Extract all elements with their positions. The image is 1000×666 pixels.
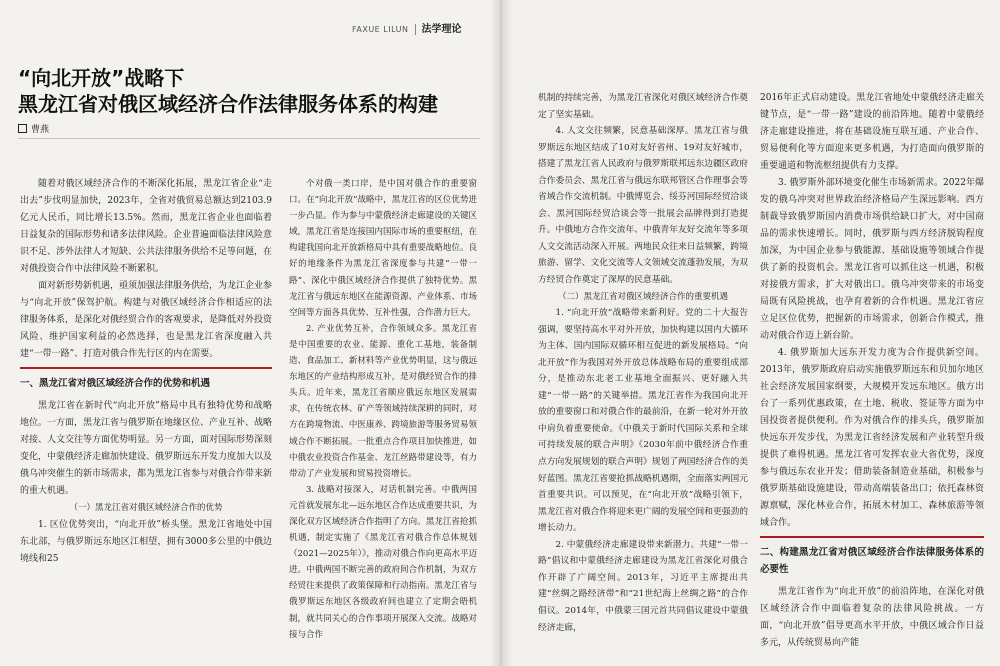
- body-paragraph: 机制的持续完善，为黑龙江省深化对俄区域经济合作奠定了坚实基础。: [538, 93, 748, 120]
- subsection-heading: （一）黑龙江省对俄区域经济合作的优势: [69, 503, 223, 513]
- body-paragraph: 个对俄一类口岸，是中国对俄合作的重要窗口。在“向北开放”战略中，黑龙江省的区位优势进一步凸显。作为参与中蒙俄经济走廊建设的关键区域，黑龙江省是连接国内国际市场的重要枢纽，在构建我国向北开放新格局中具有重要战略地位。良好的地缘条件为黑龙江省深度参与共建“一带一路”、深化中俄区域经济合作提供了独特优势。黑龙江省与俄远东地区在能源资源、产业体系、市场空间等方面各具优势、互补性强，合作潜力巨大。: [289, 179, 477, 318]
- section-heading: [760, 536, 984, 578]
- text-column-4: [760, 90, 984, 662]
- body-paragraph: 4. 俄罗斯加大远东开发力度为合作提供新空间。2013年，俄罗斯政府启动实施俄罗斯远东和贝加尔地区社会经济发展国家纲要，大规模开发远东地区。俄方出台了一系列优惠政策，在土地、税收、签证等方面为中国投资者提供便利。作为对俄合作的排头兵，俄罗斯加快远东开发步伐，为黑龙江省经济发展和产业转型升级提供了难得机遇。黑龙江省可发挥农业大省优势，深度参与俄远东农业开发；借助装备制造业基础，积极参与俄罗斯基础设施建设，带动高端装备出口；依托森林资源禀赋，深化林业合作，拓展木材加工、森林旅游等领域合作。: [760, 348, 984, 528]
- body-paragraph: 2. 产业优势互补，合作领域众多。黑龙江省是中国重要的农业、能源、重化工基地，装备制造、食品加工、新材料等产业优势明显，这与俄远东地区的产业结构形成互补，是对俄经贸合作的排头兵。近年来，黑龙江省顺应俄远东地区发展需求，在传统农林、矿产等领域持续深耕的同时，对方在跨境物流、中医康养、跨境旅游等服务贸易领域合作不断拓展。一批重点合作项目加快推进，如中俄农业投资合作基金、龙江丝路带建设等，有力带动了产业发展和贸易投资增长。: [289, 323, 477, 479]
- body-paragraph: 1. “向北开放”战略带来新利好。党的二十大报告强调，要坚持高水平对外开放，加快构建以国内大循环为主体、国内国际双循环相互促进的新发展格局。“向北开放”作为我国对外开放总体战略布局的重要组成部分，是推动东北老工业基地全面振兴、更好融入共建“一带一路”的关键举措。黑龙江省作为我国向北开放的重要窗口和对俄合作的最前沿，在新一轮对外开放中肩负着重要使命。《中俄关于新时代国际关系和全球可持续发展的联合声明》《2030年前中俄经济合作重点方向发展规划的联合声明》规划了两国经济合作的美好蓝图。黑龙江省要抢抓战略机遇期，全面落实两国元首重要共识。可以预见，在“向北开放”战略引领下，黑龙江省对俄合作将迎来更广阔的发展空间和更强劲的增长动力。: [538, 308, 748, 534]
- running-head-divider: [415, 24, 416, 35]
- body-paragraph: 2016年正式启动建设。黑龙江省地处中蒙俄经济走廊关键节点，是“一带一路”建设的前沿阵地。随着中蒙俄经济走廊建设推进，将在基础设施互联互通、产业合作、贸易便利化等方面迎来更多机遇，为打造面向俄罗斯的重要通道和物流枢纽提供有力支撑。: [760, 93, 984, 171]
- body-paragraph: 随着对俄区域经济合作的不断深化拓展，黑龙江省企业“走出去”步伐明显加快，2023年，全省对俄贸易总额达到2103.9亿元人民币，同比增长13.5%。然而，黑龙江省企业也面临着日益复杂的国际形势和诸多法律风险。企业普遍面临法律风险意识不足、涉外法律人才短缺、公共法律服务供给不足等问题，在对俄投资合作中法律风险不断累积。: [20, 179, 272, 274]
- title-divider: [18, 138, 480, 139]
- author-byline: [18, 122, 49, 135]
- author-name: 曹燕: [31, 125, 50, 135]
- text-column-1: [20, 176, 272, 662]
- section-heading: [20, 367, 272, 392]
- body-paragraph: 3. 战略对接深入，对话机制完善。中俄两国元首就发展东北—远东地区合作达成重要共识，为深化双方区域经济合作指明了方向。黑龙江省抢抓机遇，制定实施了《黑龙江省对俄合作总体规划（2021—2025年）》，推动对俄合作向更高水平迈进。中俄两国不断完善的政府间合作机制，为双方经贸往来提供了政策保障和行动指南。黑龙江省与俄罗斯远东地区各级政府间也建立了定期会晤机制，就共同关心的合作事项开展深入交流。战略对接与合作: [289, 484, 477, 640]
- section-heading-rule: [20, 367, 272, 369]
- section-heading-text: 一、黑龙江省对俄区域经济合作的优势和机遇: [20, 378, 211, 389]
- author-square-icon: [18, 124, 27, 133]
- body-paragraph: 黑龙江省作为“向北开放”的前沿阵地，在深化对俄区域经济合作中面临着复杂的法律风险挑战。一方面，“向北开放”倡导更高水平开放，中俄区域合作日益多元，从传统贸易向产能: [760, 587, 984, 648]
- text-column-3: [538, 90, 748, 662]
- body-paragraph: 1. 区位优势突出，“向北开放”桥头堡。黑龙江省地处中国东北部，与俄罗斯远东地区江相望，拥有3000多公里的中俄边境线和25: [20, 520, 272, 564]
- text-column-2: [289, 176, 477, 662]
- journal-name: FAXUE LILUN: [352, 25, 409, 34]
- article-title-line-1: “向北开放”战略下: [18, 66, 185, 90]
- section-heading-rule: [760, 536, 984, 538]
- body-paragraph: 2. 中蒙俄经济走廊建设带来新潜力。共建“一带一路”倡议和中蒙俄经济走廊建设为黑龙江省深化对俄合作开辟了广阔空间。2013年，习近平主席提出共建“丝绸之路经济带”和“21世纪海上丝绸之路”的合作倡议。2014年，中俄蒙三国元首共同倡议建设中蒙俄经济走廊，: [538, 539, 748, 633]
- section-name: 法学理论: [421, 24, 462, 35]
- body-paragraph: 黑龙江省在新时代“向北开放”格局中具有独特优势和战略地位。一方面，黑龙江省与俄罗斯在地缘区位、产业互补、战略对接、人文交往等方面优势明显。另一方面，面对国际形势深刻变化，中蒙俄经济走廊加快建设、俄罗斯远东开发力度加大以及俄乌冲突催生的新市场需求，都为黑龙江省参与对俄合作带来新的重大机遇。: [20, 401, 272, 496]
- running-head: [352, 20, 462, 35]
- book-gutter-shadow: [490, 0, 512, 666]
- article-title-line-2: 黑龙江省对俄区域经济合作法律服务体系的构建: [18, 92, 438, 116]
- body-paragraph: 4. 人文交往频繁，民意基础深厚。黑龙江省与俄罗斯远东地区结成了10对友好省州、19对友好城市，搭建了黑龙江省人民政府与俄罗斯联邦远东边疆区政府合作委员会、黑龙江省与俄远东联邦管区合作理事会等省域合作交流机制。中俄博览会、绥芬河国际经贸洽谈会、黑河国际经贸洽谈会等一批展会品牌得到打造提升。中俄地方合作交流年、中俄青年友好交流年等多项人文交流活动深入开展。两地民众往来日益频繁，跨境旅游、留学、文化交流等人文领域交流蓬勃发展，为双方经贸合作奠定了深厚的民意基础。: [538, 126, 748, 286]
- body-paragraph: 3. 俄罗斯外部环境变化催生市场新需求。2022年爆发的俄乌冲突对世界政治经济格局产生深远影响。西方制裁导致俄罗斯国内消费市场供给缺口扩大，对中国商品的需求快速增长。同时，俄罗斯与西方经济脱钩程度加深，为中国企业参与俄能源、基础设施等领域合作提供了新的投资机会。黑龙江省可以抓住这一机遇，积极对接俄方需求，扩大对俄出口。俄乌冲突带来的市场变局既有风险挑战，也孕育着新的合作机遇。黑龙江省应立足区位优势，把握新的市场需求，创新合作模式，推动对俄合作迈上新台阶。: [760, 178, 984, 341]
- section-heading-text: 二、构建黑龙江省对俄区域经济合作法律服务体系的必要性: [760, 547, 984, 575]
- subsection-heading: （二）黑龙江省对俄区域经济合作的重要机遇: [557, 291, 728, 302]
- right-page: [500, 0, 1000, 666]
- body-paragraph: 面对新形势新机遇，亟须加强法律服务供给，为龙江企业参与“向北开放”保驾护航。构建与对俄区域经济合作相适应的法律服务体系，是深化对俄经贸合作的客观要求，是降低对外投资风险、维护国家利益的必然选择，也是黑龙江省深度融入共建“一带一路”、打造对俄合作先行区的内在需要。: [20, 281, 272, 359]
